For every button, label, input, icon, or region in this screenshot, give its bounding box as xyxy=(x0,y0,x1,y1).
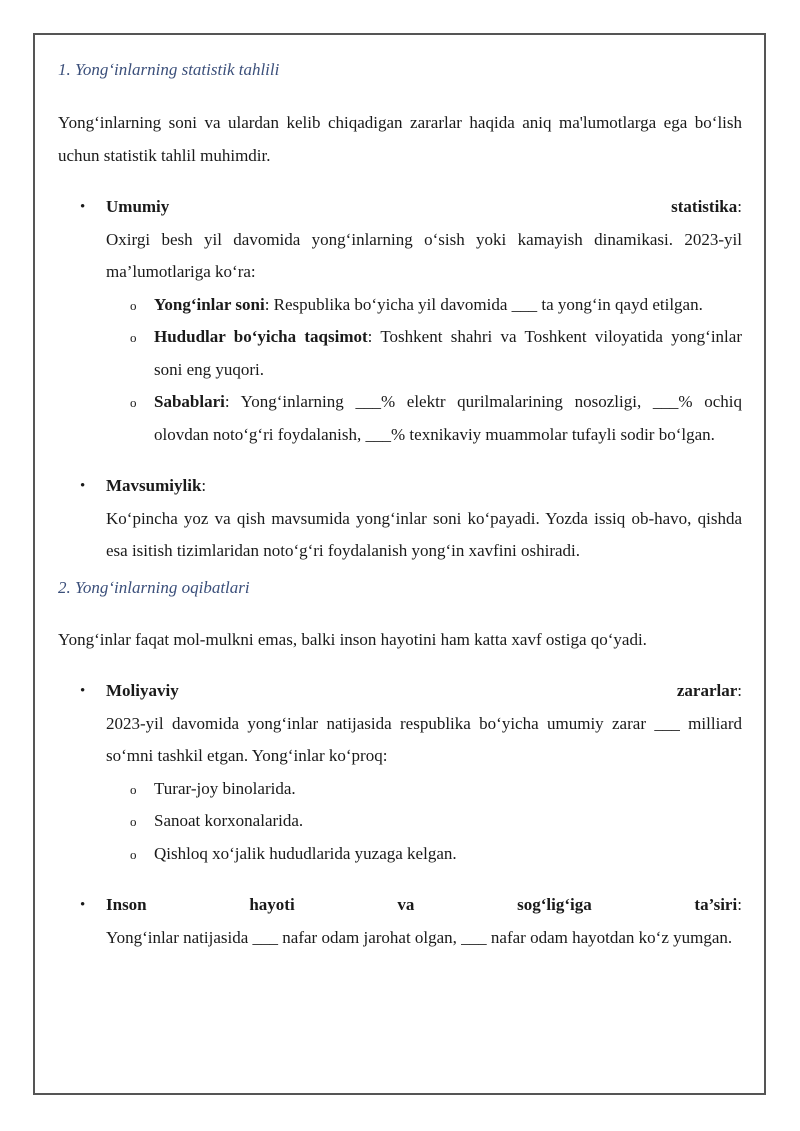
sub-item-text: : Respublika bo‘yicha yil davomida ___ ta yong‘in qayd etilgan. xyxy=(264,294,703,314)
sub-item-text: Sanoat korxonalarida. xyxy=(154,811,304,830)
bullet-text: Oxirgi besh yil davomida yong‘inlarning o‘sish yoki kamayish dinamikasi. 2023-yil ma’lumotlariga ko‘ra: xyxy=(106,229,742,281)
bullet-label-part: statistika xyxy=(671,197,738,216)
sub-item-label: Yong‘inlar soni xyxy=(154,294,265,314)
bullet-general-statistics xyxy=(58,191,742,289)
sub-item-fire-count xyxy=(58,289,742,322)
bullet-glyph: • xyxy=(80,683,86,699)
sub-bullet-glyph: o xyxy=(130,297,137,313)
bullet-label-part: sog‘lig‘iga xyxy=(517,895,592,914)
bullet-glyph: • xyxy=(80,478,86,494)
label-colon: : xyxy=(201,476,207,495)
bullet-text: Yong‘inlar natijasida ___ nafar odam jarohat olgan, ___ nafar odam hayotdan ko‘z yumgan. xyxy=(106,927,733,947)
bullet-label: Mavsumiylik xyxy=(106,476,202,495)
section-heading-consequences: 2. Yong‘inlarning oqibatlari xyxy=(58,577,250,597)
bullet-lead xyxy=(106,675,742,708)
bullet-glyph: • xyxy=(80,897,86,913)
sub-bullet-glyph: o xyxy=(130,846,137,862)
sub-item-text: : Toshkent shahri va Toshkent viloyatida yong‘inlar soni eng yuqori. xyxy=(154,327,742,379)
bullet-text: Ko‘pincha yoz va qish mavsumida yong‘inlar soni ko‘payadi. Yozda issiq ob-havo, qishda esa isitish tizimlaridan noto‘g‘ri foydalanish yong‘in xavfini oshiradi. xyxy=(106,508,742,560)
bullet-text: 2023-yil davomida yong‘inlar natijasida respublika bo‘yicha umumiy zarar ___ milliard so‘mni tashkil etgan. Yong‘inlar ko‘proq: xyxy=(106,713,742,765)
sub-item-text: Qishloq xo‘jalik hududlarida yuzaga kelgan. xyxy=(154,843,457,863)
bullet-lead xyxy=(106,191,742,224)
sub-bullet-glyph: o xyxy=(130,781,137,797)
bullet-label-part: zararlar xyxy=(676,681,738,700)
bullet-label-part: Umumiy xyxy=(106,197,170,216)
bullet-label-part: ta’siri xyxy=(694,895,738,914)
section-heading-statistics: 1. Yong‘inlarning statistik tahlili xyxy=(58,60,280,79)
bullet-human-health xyxy=(58,889,742,954)
sub-item-label: Sabablari xyxy=(154,392,225,411)
bullet-seasonality xyxy=(58,470,742,568)
sub-item-agricultural xyxy=(58,838,742,871)
label-colon: : xyxy=(737,197,742,216)
bullet-label-part: va xyxy=(397,895,415,914)
bullet-label-part: Moliyaviy xyxy=(106,681,179,700)
sub-item-label: Hududlar bo‘yicha taqsimot xyxy=(154,327,368,346)
sub-bullet-glyph: o xyxy=(130,395,137,410)
section-intro-consequences: Yong‘inlar faqat mol-mulkni emas, balki inson hayotini ham katta xavf ostiga qo‘yadi. xyxy=(58,629,647,649)
label-colon: : xyxy=(737,895,742,914)
document-body xyxy=(58,54,742,954)
sub-item-causes xyxy=(58,386,742,451)
bullet-financial-damage xyxy=(58,675,742,773)
sub-bullet-glyph: o xyxy=(130,330,137,345)
sub-bullet-glyph: o xyxy=(130,814,137,829)
sub-item-industrial xyxy=(58,805,742,838)
bullet-lead xyxy=(106,889,742,922)
bullet-glyph: • xyxy=(80,199,86,215)
bullet-label-part: hayoti xyxy=(249,895,295,914)
section-intro-statistics: Yong‘inlarning soni va ulardan kelib chiqadigan zararlar haqida aniq ma'lumotlarga ega bo‘lish uchun statistik tahlil muhimdir. xyxy=(58,113,742,165)
sub-item-text: : Yong‘inlarning ___% elektr qurilmalarining nosozligi, ___% ochiq olovdan noto‘g‘ri foydalanish, ___% texnikaviy muammolar tufayli sodir bo‘lgan. xyxy=(154,392,742,444)
label-colon: : xyxy=(737,681,742,700)
bullet-label-part: Inson xyxy=(106,895,147,914)
sub-item-regional-distribution xyxy=(58,321,742,386)
sub-item-text: Turar-joy binolarida. xyxy=(154,778,296,798)
sub-item-residential xyxy=(58,773,742,806)
